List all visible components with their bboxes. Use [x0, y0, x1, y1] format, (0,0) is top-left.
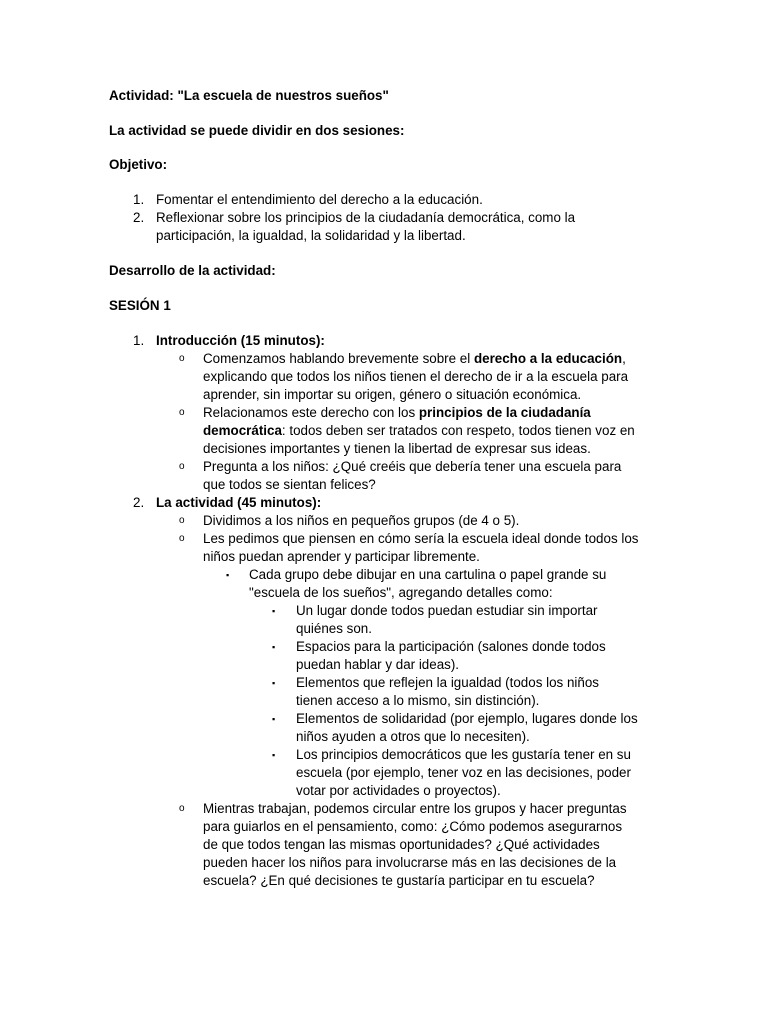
detail-line: puedan hablar y dar ideas).: [296, 657, 460, 672]
intro-item-line: explicando que todos los niños tienen el derecho de ir a la escuela para: [203, 369, 629, 384]
document-subtitle: La actividad se puede dividir en dos sesiones:: [109, 123, 405, 138]
intro-item-line: aprender, sin importar su origen, género o situación económica.: [203, 387, 582, 402]
detail-line: niños ayuden a otros que lo necesiten).: [296, 729, 530, 744]
development-heading: Desarrollo de la actividad:: [109, 263, 276, 278]
step-number: 2.: [133, 495, 145, 510]
final-item-line: Mientras trabajan, podemos circular entre los grupos y hacer preguntas: [203, 801, 627, 816]
step-heading: La actividad (45 minutos):: [156, 495, 322, 510]
objective-text: Fomentar el entendimiento del derecho a la educación.: [156, 192, 483, 207]
square-bullet-icon: ▪: [272, 750, 276, 760]
activity-item-line: Dividimos a los niños en pequeños grupos (de 4 o 5).: [203, 513, 520, 528]
step-number: 1.: [133, 333, 145, 348]
circle-bullet-icon: o: [179, 407, 185, 418]
detail-line: Elementos de solidaridad (por ejemplo, lugares donde los: [296, 711, 638, 726]
intro-item-line: que todos se sientan felices?: [203, 477, 376, 492]
final-item-line: para guiarlos en el pensamiento, como: ¿Cómo podemos asegurarnos: [203, 819, 623, 834]
text-run: Comenzamos hablando brevemente sobre el: [203, 351, 474, 366]
objective-number: 2.: [133, 210, 145, 225]
detail-line: quiénes son.: [296, 621, 372, 636]
circle-bullet-icon: o: [179, 353, 185, 364]
emphasis-text: derecho a la educación: [473, 351, 623, 366]
objective-text: participación, la igualdad, la solidaridad y la libertad.: [156, 228, 466, 243]
detail-line: tienen acceso a lo mismo, sin distinción).: [296, 693, 540, 708]
objective-heading: Objetivo:: [109, 157, 168, 172]
emphasis-text: democrática: [203, 423, 282, 438]
final-item-line: escuela? ¿En qué decisiones te gustaría participar en tu escuela?: [203, 873, 595, 888]
square-bullet-icon: ▪: [272, 606, 276, 616]
circle-bullet-icon: o: [179, 461, 185, 472]
drawing-task-line: Cada grupo debe dibujar en una cartulina o papel grande su: [249, 567, 607, 582]
square-bullet-icon: ▪: [272, 714, 276, 724]
detail-line: Los principios democráticos que les gustaría tener en su: [296, 747, 631, 762]
detail-line: Elementos que reflejen la igualdad (todos los niños: [296, 675, 599, 690]
text-run: : todos deben ser tratados con respeto, todos tienen voz en: [281, 423, 635, 438]
detail-line: escuela (por ejemplo, tener voz en las decisiones, poder: [296, 765, 631, 780]
detail-line: Un lugar donde todos puedan estudiar sin importar: [296, 603, 598, 618]
final-item-line: pueden hacer los niños para involucrarse más en las decisiones de la: [203, 855, 617, 870]
step-heading: Introducción (15 minutos):: [156, 333, 325, 348]
activity-item-line: Les pedimos que piensen en cómo sería la escuela ideal donde todos los: [203, 531, 639, 546]
session-heading: SESIÓN 1: [109, 298, 171, 313]
detail-line: votar por actividades o proyectos).: [296, 783, 501, 798]
square-bullet-icon: ▪: [226, 570, 230, 580]
text-run: ,: [622, 351, 626, 366]
square-bullet-icon: ▪: [272, 678, 276, 688]
activity-item-line: niños puedan aprender y participar libremente.: [203, 549, 480, 564]
intro-item-line: decisiones importantes y tienen la libertad de expresar sus ideas.: [203, 441, 591, 456]
document-title: Actividad: "La escuela de nuestros sueños": [109, 88, 389, 103]
circle-bullet-icon: o: [179, 533, 185, 544]
final-item-line: de que todos tengan las mismas oportunidades? ¿Qué actividades: [203, 837, 600, 852]
drawing-task-line: "escuela de los sueños", agregando detalles como:: [249, 585, 553, 600]
intro-item-line: [203, 404, 591, 422]
text-run: Relacionamos este derecho con los: [203, 405, 419, 420]
intro-item-line: [203, 422, 635, 440]
square-bullet-icon: ▪: [272, 642, 276, 652]
circle-bullet-icon: o: [179, 803, 185, 814]
circle-bullet-icon: o: [179, 515, 185, 526]
intro-item-line: [203, 350, 626, 368]
emphasis-text: principios de la ciudadanía: [418, 405, 591, 420]
intro-item-line: Pregunta a los niños: ¿Qué creéis que debería tener una escuela para: [203, 459, 622, 474]
objective-number: 1.: [133, 192, 145, 207]
detail-line: Espacios para la participación (salones donde todos: [296, 639, 606, 654]
objective-text: Reflexionar sobre los principios de la ciudadanía democrática, como la: [156, 210, 576, 225]
